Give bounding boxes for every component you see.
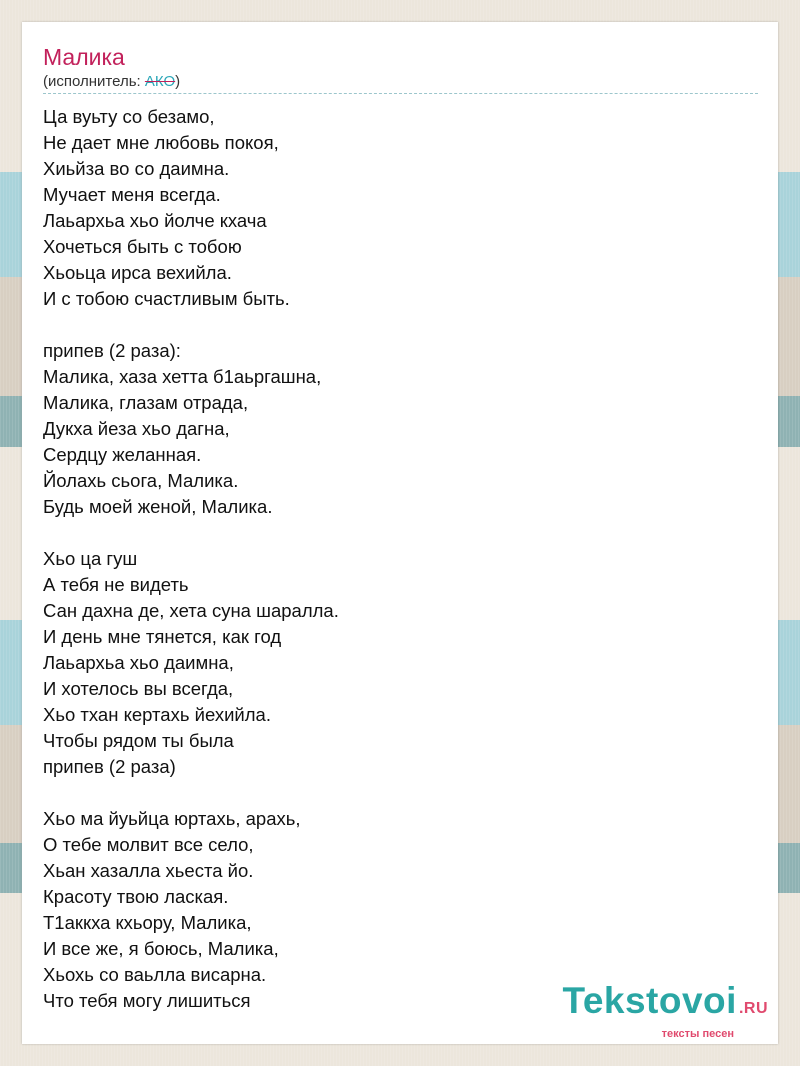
logo-main-text: Tekstovoi [562,980,737,1021]
lyric-line: О тебе молвит все село, [43,834,254,855]
lyric-line: Хочеться быть с тобою [43,236,242,257]
lyric-line: Сердцу желанная. [43,444,202,465]
lyric-line: Красоту твою лаская. [43,886,229,907]
lyric-line: Хьан хазалла хьеста йо. [43,860,254,881]
artist-suffix: ) [175,73,181,90]
lyric-line: Хьохь со ваьлла висарна. [43,964,267,985]
lyric-line: Лаьархьа хьо даимна, [43,652,234,673]
logo-tagline: тексты песен [661,1028,734,1040]
lyric-line: Чтобы рядом ты была [43,730,234,751]
lyric-line: Мучает меня всегда. [43,184,221,205]
lyric-line: А тебя не видеть [43,574,189,595]
lyric-line: припев (2 раза): [43,340,181,361]
lyric-line: Хьоьца ирса вехийла. [43,262,232,283]
lyric-line: Будь моей женой, Малика. [43,496,273,517]
lyric-line: Хьо тхан кертахь йехийла. [43,704,271,725]
artist-line [43,73,180,91]
lyric-line: Не дает мне любовь покоя, [43,132,279,153]
stanza-gap [43,520,758,546]
lyrics-text [43,104,758,1014]
stanza-gap [43,780,758,806]
divider [43,93,758,94]
site-logo[interactable] [562,982,768,1040]
logo-domain-text: .RU [738,1000,768,1017]
lyric-line: Малика, глазам отрада, [43,392,249,413]
lyric-line: Сан дахна де, хета суна шаралла. [43,600,339,621]
lyric-line: И все же, я боюсь, Малика, [43,938,279,959]
lyric-line: припев (2 раза) [43,756,176,777]
lyrics-card [22,22,778,1044]
lyric-line: Лаьархьа хьо йолче кхача [43,210,267,231]
stanza-gap [43,312,758,338]
lyric-line: И с тобою счастливым быть. [43,288,290,309]
lyric-line: Хиьйза во со даимна. [43,158,230,179]
lyric-line: Что тебя могу лишиться [43,990,251,1011]
lyric-line: Ца вуьту со безамо, [43,106,215,127]
lyric-line: И день мне тянется, как год [43,626,282,647]
artist-link[interactable]: АКО [144,73,176,90]
lyric-line: Малика, хаза хетта б1аьргашна, [43,366,322,387]
lyric-line: Хьо ца гуш [43,548,138,569]
lyric-line: Хьо ма йуьйца юртахь, арахь, [43,808,301,829]
lyric-line: Т1аккха кхьору, Малика, [43,912,252,933]
lyric-line: Дукха йеза хьо дагна, [43,418,230,439]
lyric-line: Йолахь сьога, Малика. [43,470,239,491]
song-title: Малика [43,44,125,70]
artist-prefix: (исполнитель: [43,73,145,90]
lyric-line: И хотелось вы всегда, [43,678,234,699]
